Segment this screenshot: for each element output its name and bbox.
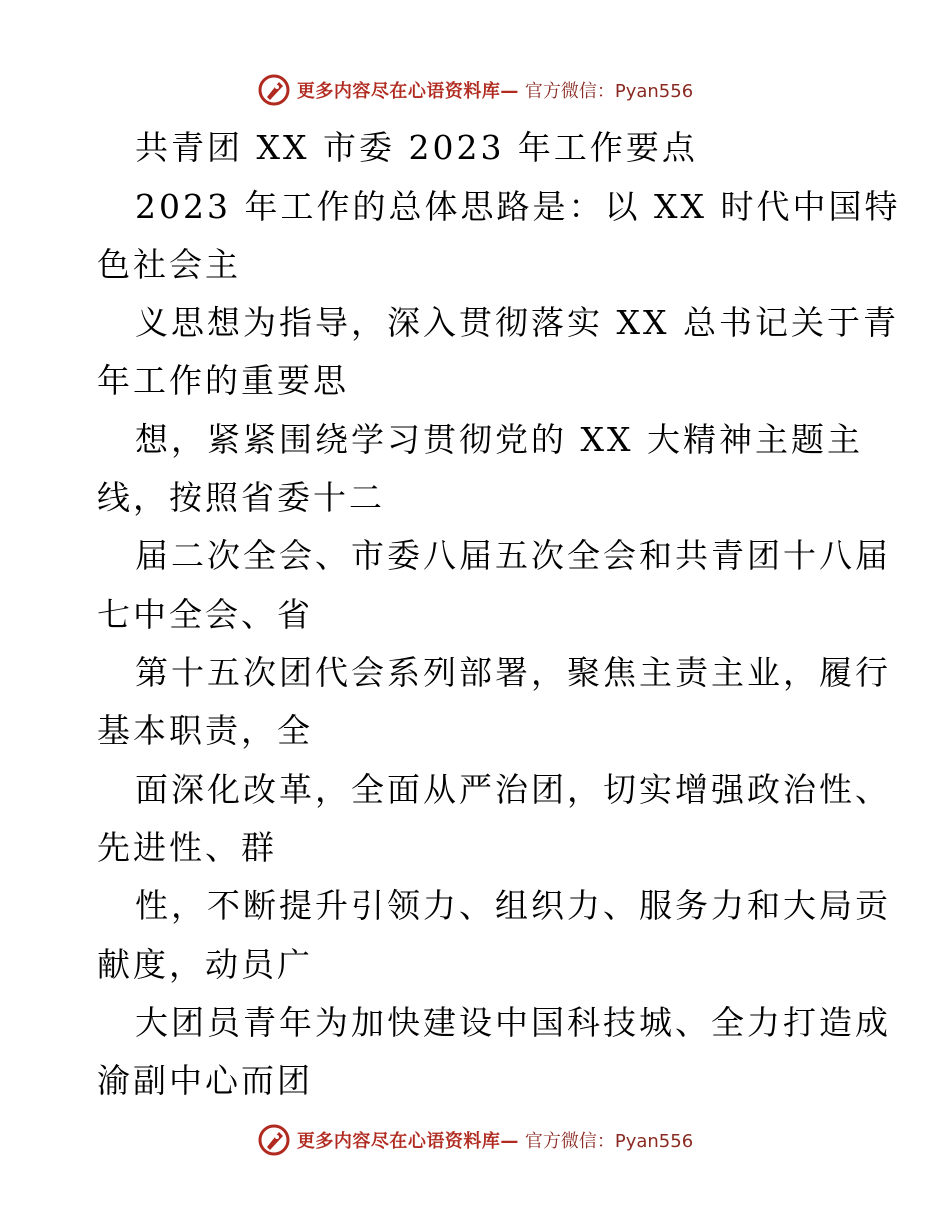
pen-nib-circle-icon (257, 73, 291, 107)
watermark-wechat: 官方微信：Pyan556 (524, 1131, 694, 1152)
body-line: 第十五次团代会系列部署，聚焦主责主业，履行 (135, 653, 891, 692)
header-watermark (0, 70, 950, 110)
body-line: 届二次全会、市委八届五次全会和共青团十八届 (135, 536, 891, 575)
body-line: 线，按照省委十二 (97, 478, 385, 517)
body-line: 色社会主 (97, 245, 241, 284)
body-line: 2023 年工作的总体思路是：以 XX 时代中国特 (135, 187, 901, 226)
body-line: 渝副中心而团 (97, 1061, 313, 1100)
body-line: 基本职责，全 (97, 711, 313, 750)
pen-nib-circle-icon (257, 1123, 291, 1157)
body-line: 七中全会、省 (97, 595, 313, 634)
body-line: 性，不断提升引领力、组织力、服务力和大局贡 (135, 886, 891, 925)
document-title: 共青团 XX 市委 2023 年工作要点 (135, 128, 698, 167)
body-line: 献度，动员广 (97, 945, 313, 984)
watermark-text: 更多内容尽在心语资料库— (296, 81, 519, 102)
body-line: 面深化改革，全面从严治团，切实增强政治性、 (135, 770, 891, 809)
body-line: 大团员青年为加快建设中国科技城、全力打造成 (135, 1003, 891, 1042)
body-line: 年工作的重要思 (97, 361, 349, 400)
watermark-text: 更多内容尽在心语资料库— (296, 1131, 519, 1152)
body-line: 义思想为指导，深入贯彻落实 XX 总书记关于青 (135, 303, 899, 342)
footer-watermark (0, 1120, 950, 1160)
watermark-wechat: 官方微信：Pyan556 (524, 81, 694, 102)
body-line: 想，紧紧围绕学习贯彻党的 XX 大精神主题主 (135, 420, 863, 459)
body-line: 先进性、群 (97, 828, 277, 867)
